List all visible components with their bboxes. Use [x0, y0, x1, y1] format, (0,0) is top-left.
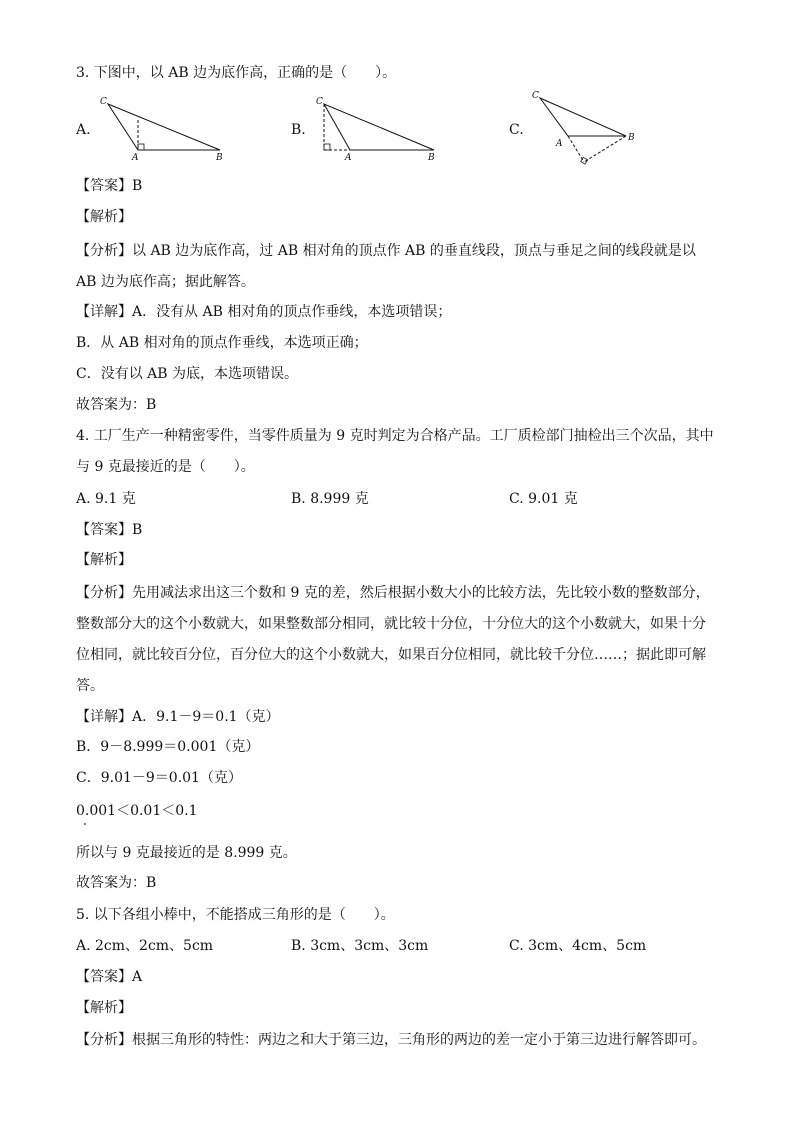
q4-conclusion: 所以与 9 克最接近的是 8.999 克。 [76, 845, 297, 861]
q4-detail-c: C．9.01－9＝0.01（克） [76, 770, 242, 786]
q3-analysis: 【分析】以 AB 边为底作高，过 AB 相对角的顶点作 AB 的垂直线段，顶点与垂足之间的线段就是以 AB 边为底作高；据此解答。 [76, 243, 696, 290]
fig-b-label-c: C [316, 97, 323, 107]
stray-dot [84, 823, 86, 825]
q3-option-a-label: A. [76, 122, 91, 138]
q3-option-b-label: B. [291, 122, 306, 138]
q3-answer: 【答案】B [76, 178, 143, 194]
q4-question: 4. 工厂生产一种精密零件，当零件质量为 9 克时判定为合格产品。工厂质检部门抽检出三个次品，其中与 9 克最接近的是（ ）。 [76, 428, 714, 475]
fig-a-label-b: B [216, 153, 223, 160]
q3-detail-a: 【详解】A．没有从 AB 相对角的顶点作垂线，本选项错误； [76, 304, 452, 320]
q5-option-a: A. 2cm、2cm、5cm [76, 938, 214, 954]
fig-a-label-a: A [132, 153, 139, 160]
q3-figure-c [526, 88, 646, 172]
q3-final-answer: 故答案为：B [76, 397, 157, 413]
q3-detail-b: B．从 AB 相对角的顶点作垂线，本选项正确； [76, 335, 368, 351]
q3-option-c-label: C. [509, 122, 524, 138]
fig-c-label-b: B [628, 133, 635, 143]
q3-jiexi: 【解析】 [76, 209, 132, 225]
q4-option-a: A. 9.1 克 [76, 491, 136, 507]
q4-option-b: B. 8.999 克 [291, 491, 369, 507]
q4-detail-b: B．9－8.999＝0.001（克） [76, 739, 260, 755]
fig-c-label-a: A [556, 139, 563, 149]
q3-figure-b [310, 94, 450, 160]
q3-detail-c: C．没有以 AB 为底，本选项错误。 [76, 366, 299, 382]
q5-option-c: C. 3cm、4cm、5cm [509, 938, 647, 954]
q4-jiexi: 【解析】 [76, 552, 132, 568]
q5-analysis: 【分析】根据三角形的特性：两边之和大于第三边，三角形的两边的差一定小于第三边进行解答即可。 [76, 1032, 706, 1048]
q4-analysis: 【分析】先用减法求出这三个数和 9 克的差，然后根据小数大小的比较方法，先比较小数的整数部分，整数部分大的这个小数就大，如果整数部分相同，就比较十分位，十分位大的这个小数就大，如果十分位相同，就比较百分位，百分位大的这个小数就大，如果百分位相同，就比较千分位……；据此即可解答。 [76, 585, 710, 694]
q5-option-b: B. 3cm、3cm、3cm [291, 938, 429, 954]
fig-a-label-c: C [100, 97, 107, 107]
fig-c-label-c: C [532, 91, 539, 101]
q5-answer: 【答案】A [76, 969, 143, 985]
q4-option-c: C. 9.01 克 [509, 491, 578, 507]
q4-detail-a: 【详解】A．9.1－9＝0.1（克） [76, 709, 280, 725]
q5-question: 5. 以下各组小棒中，不能搭成三角形的是（ ）。 [76, 907, 395, 923]
fig-b-label-a: A [345, 153, 352, 160]
q4-final-answer: 故答案为：B [76, 875, 157, 891]
q5-jiexi: 【解析】 [76, 1000, 132, 1016]
fig-b-label-b: B [428, 153, 435, 160]
q3-figure-a [96, 94, 236, 160]
q4-comparison: 0.001＜0.01＜0.1 [76, 803, 198, 819]
q3-question: 3. 下图中，以 AB 边为底作高，正确的是（ ）。 [76, 65, 397, 81]
q4-answer: 【答案】B [76, 522, 143, 538]
